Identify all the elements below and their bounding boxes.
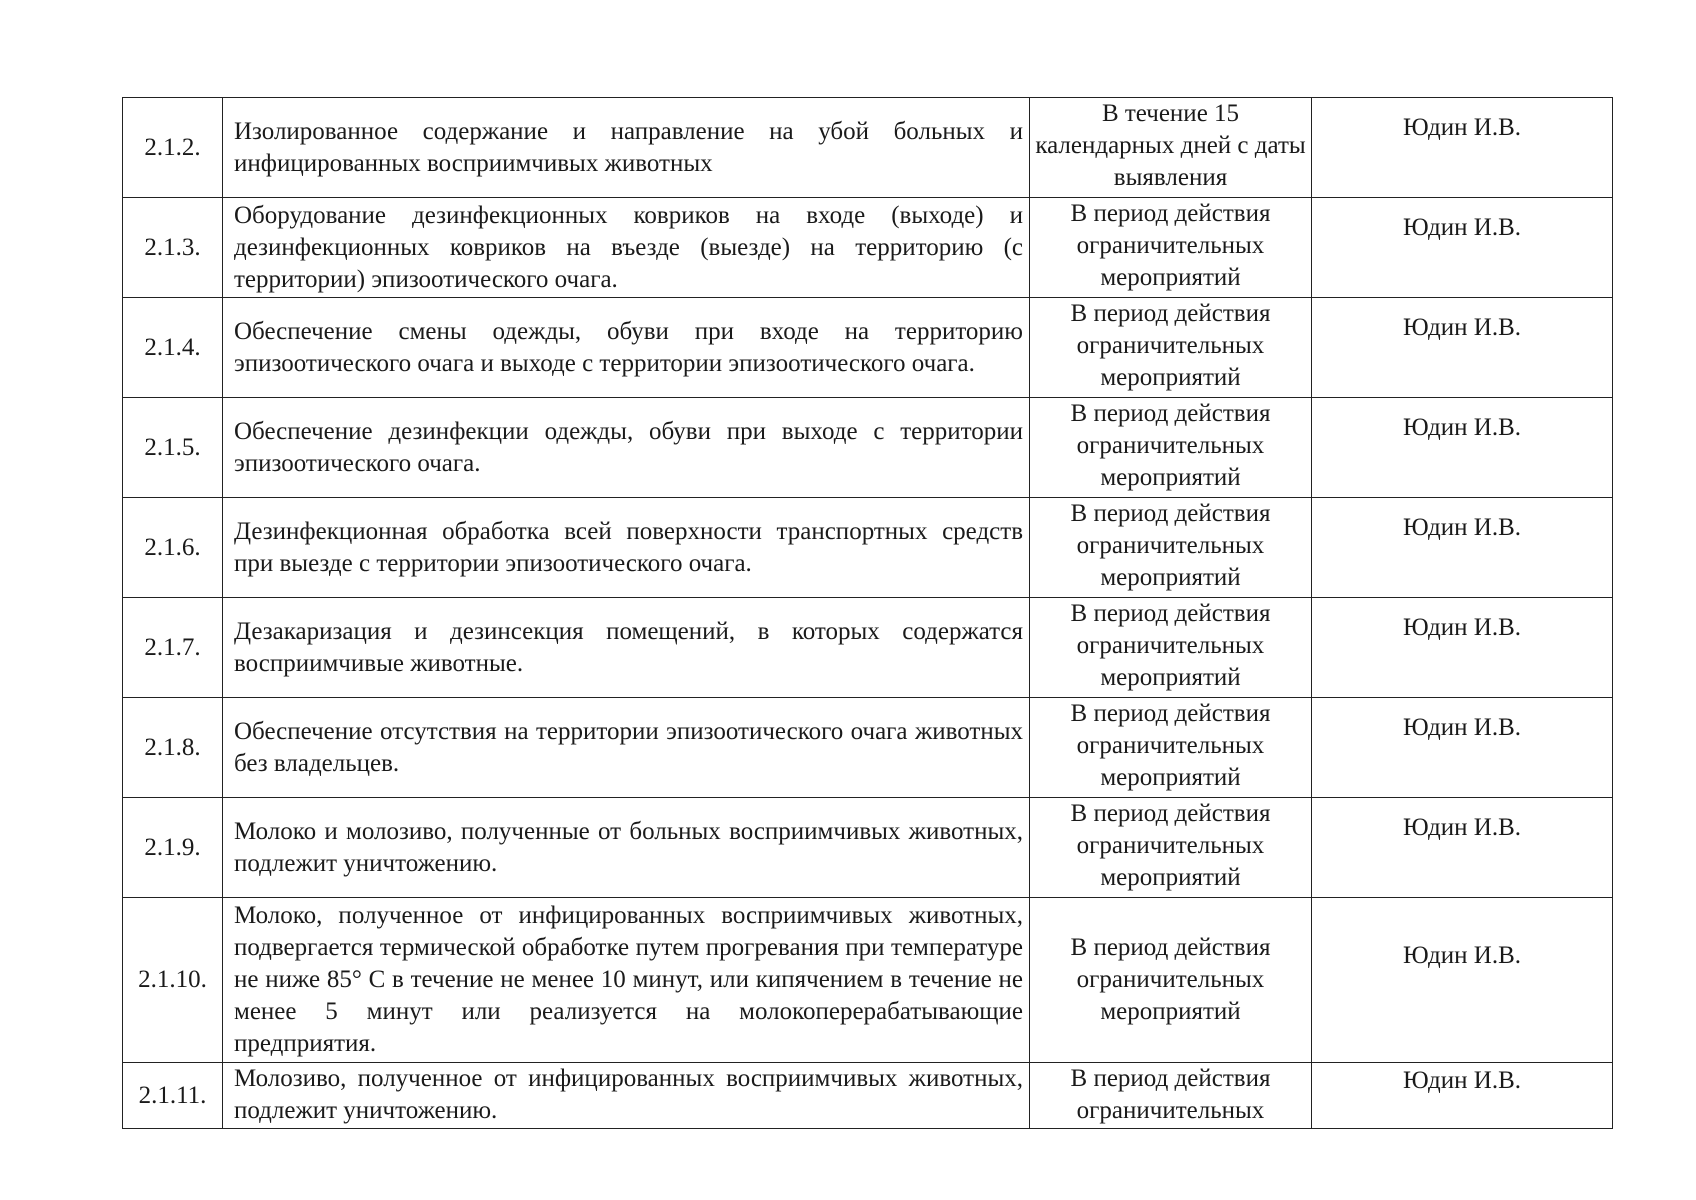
item-number: 2.1.10. — [123, 898, 223, 1063]
deadline-cell: В период действия ограничительных — [1030, 1063, 1312, 1129]
deadline-cell: В период действия ограничительных мероприятий — [1030, 298, 1312, 398]
measure-text: Обеспечение смены одежды, обуви при входе на территорию эпизоотического очага и выходе с территории эпизоотического очага. — [223, 298, 1030, 398]
measure-text: Обеспечение дезинфекции одежды, обуви при выходе с территории эпизоотического очага. — [223, 398, 1030, 498]
table-row — [123, 398, 1613, 498]
deadline-cell: В период действия ограничительных мероприятий — [1030, 198, 1312, 298]
deadline-cell: В период действия ограничительных мероприятий — [1030, 598, 1312, 698]
item-number: 2.1.3. — [123, 198, 223, 298]
measure-text: Дезакаризация и дезинсекция помещений, в которых содержатся восприимчивые животные. — [223, 598, 1030, 698]
table-row — [123, 598, 1613, 698]
responsible-person: Юдин И.В. — [1312, 298, 1613, 398]
responsible-person: Юдин И.В. — [1312, 898, 1613, 1063]
measure-text: Молоко, полученное от инфицированных восприимчивых животных, подвергается термической обработке путем прогревания при температуре не ниже 85° С в течение не менее 10 минут, или кипячением в течение не менее 5 минут или реализуется на молокоперерабатывающие предприятия. — [223, 898, 1030, 1063]
table-row — [123, 98, 1613, 198]
deadline-cell: В период действия ограничительных мероприятий — [1030, 798, 1312, 898]
deadline-cell: В период действия ограничительных мероприятий — [1030, 498, 1312, 598]
item-number: 2.1.8. — [123, 698, 223, 798]
responsible-person: Юдин И.В. — [1312, 798, 1613, 898]
item-number: 2.1.9. — [123, 798, 223, 898]
deadline-cell: В период действия ограничительных мероприятий — [1030, 698, 1312, 798]
deadline-cell: В период действия ограничительных мероприятий — [1030, 898, 1312, 1063]
table-row — [123, 798, 1613, 898]
item-number: 2.1.5. — [123, 398, 223, 498]
measure-text: Обеспечение отсутствия на территории эпизоотического очага животных без владельцев. — [223, 698, 1030, 798]
measures-table — [122, 97, 1613, 1129]
measure-text: Изолированное содержание и направление на убой больных и инфицированных восприимчивых животных — [223, 98, 1030, 198]
table-row — [123, 498, 1613, 598]
deadline-cell: В течение 15 календарных дней с даты выявления — [1030, 98, 1312, 198]
measure-text: Оборудование дезинфекционных ковриков на входе (выходе) и дезинфекционных ковриков на въезде (выезде) на территорию (с территории) эпизоотического очага. — [223, 198, 1030, 298]
deadline-cell: В период действия ограничительных мероприятий — [1030, 398, 1312, 498]
measure-text: Молоко и молозиво, полученные от больных восприимчивых животных, подлежит уничтожению. — [223, 798, 1030, 898]
responsible-person: Юдин И.В. — [1312, 98, 1613, 198]
table-row — [123, 198, 1613, 298]
responsible-person: Юдин И.В. — [1312, 398, 1613, 498]
item-number: 2.1.6. — [123, 498, 223, 598]
table-row — [123, 1063, 1613, 1129]
item-number: 2.1.4. — [123, 298, 223, 398]
measure-text: Молозиво, полученное от инфицированных восприимчивых животных, подлежит уничтожению. — [223, 1063, 1030, 1129]
item-number: 2.1.2. — [123, 98, 223, 198]
responsible-person: Юдин И.В. — [1312, 198, 1613, 298]
table-row — [123, 298, 1613, 398]
table-row — [123, 698, 1613, 798]
item-number: 2.1.7. — [123, 598, 223, 698]
responsible-person: Юдин И.В. — [1312, 698, 1613, 798]
responsible-person: Юдин И.В. — [1312, 598, 1613, 698]
measure-text: Дезинфекционная обработка всей поверхности транспортных средств при выезде с территории эпизоотического очага. — [223, 498, 1030, 598]
responsible-person: Юдин И.В. — [1312, 498, 1613, 598]
responsible-person: Юдин И.В. — [1312, 1063, 1613, 1129]
table-row — [123, 898, 1613, 1063]
item-number: 2.1.11. — [123, 1063, 223, 1129]
